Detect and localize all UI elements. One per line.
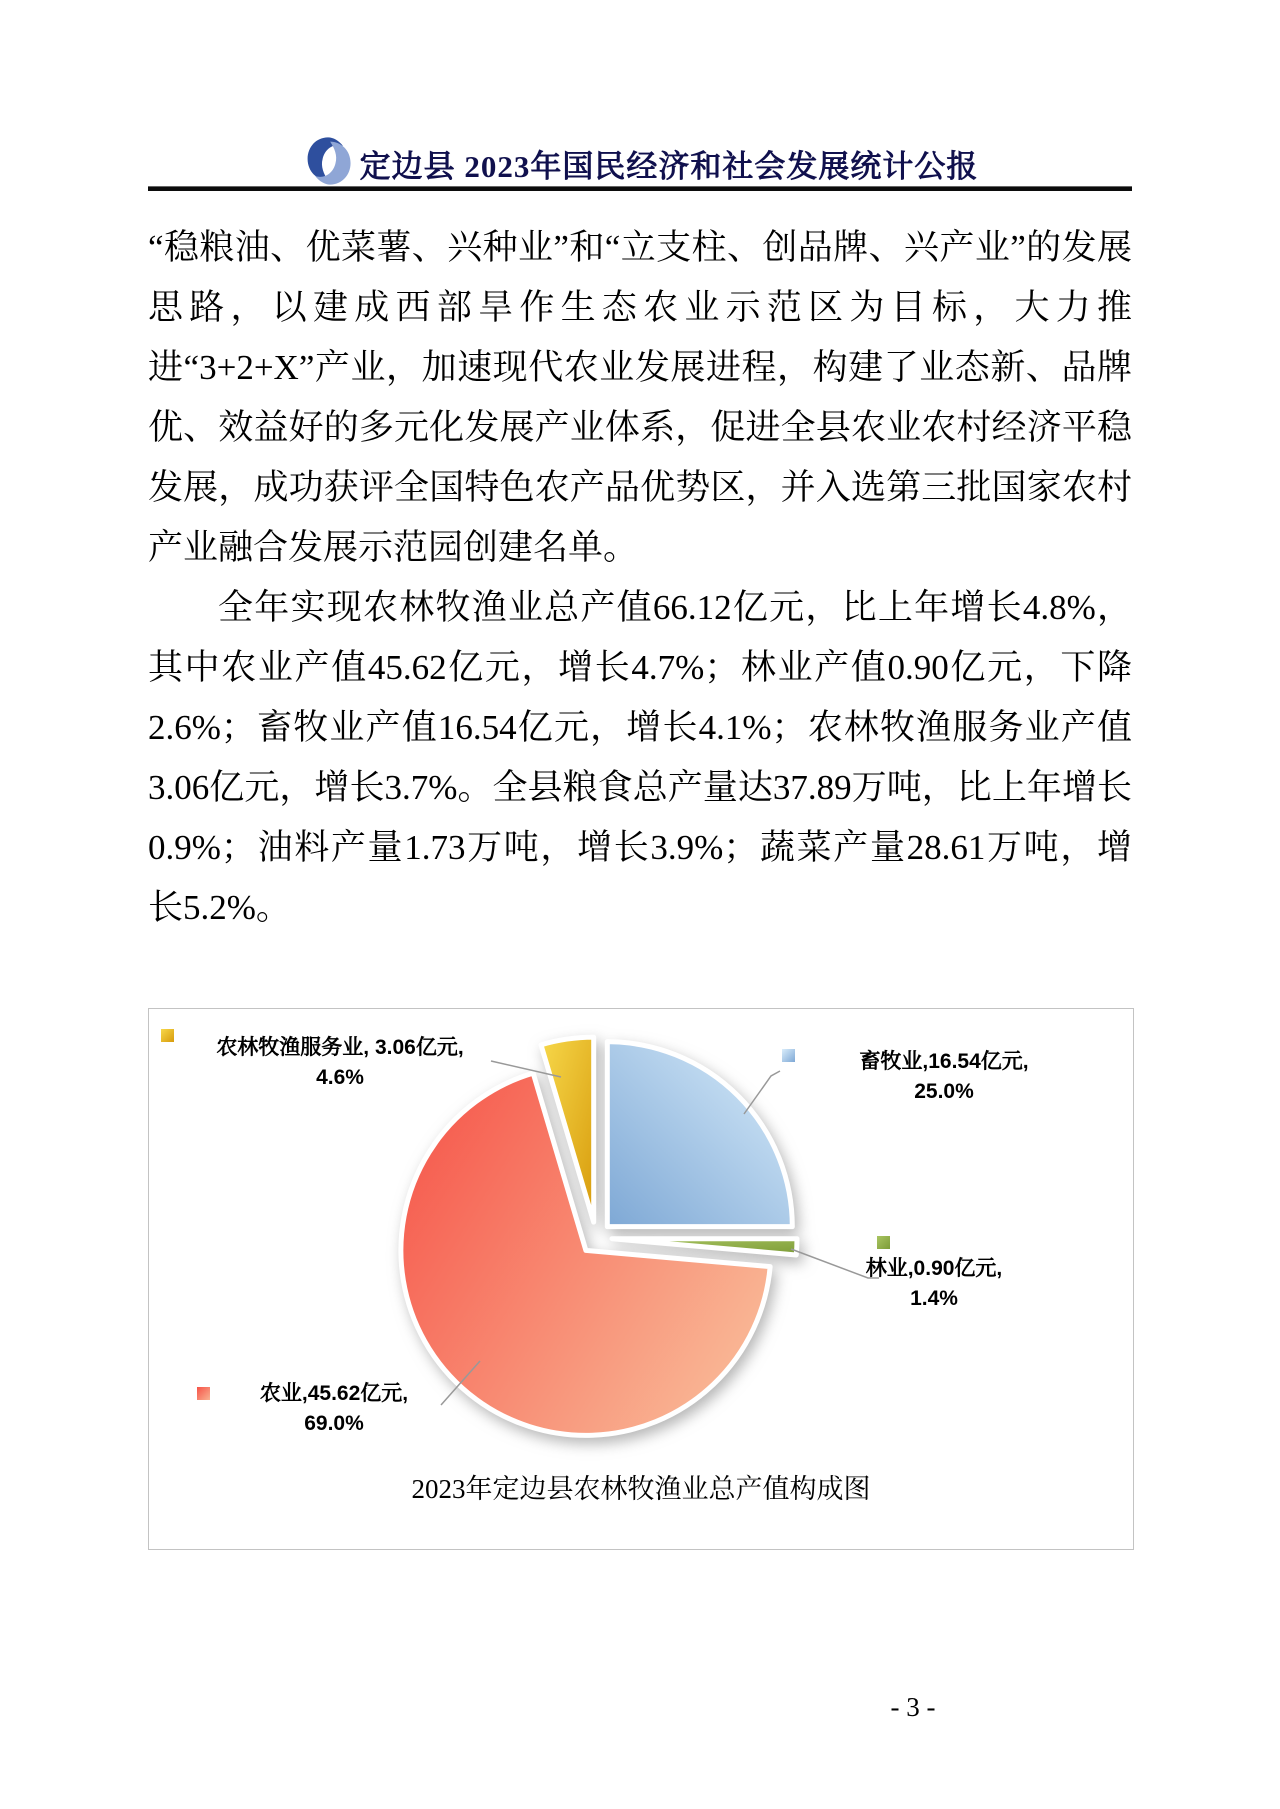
legend-marker-services-icon (161, 1029, 174, 1042)
callout-services-line2: 4.6% (316, 1066, 364, 1089)
leader-line-livestock (744, 1071, 780, 1114)
callout-livestock (809, 1047, 1079, 1107)
callout-agriculture-line1: 农业,45.62亿元, (259, 1382, 409, 1405)
callout-forestry-line2: 1.4% (910, 1287, 958, 1310)
page-number: - 3 - (890, 1692, 936, 1722)
pie-slices-group (401, 1037, 797, 1435)
body-text (148, 218, 1132, 938)
callout-agriculture-line2: 69.0% (304, 1412, 364, 1435)
legend-marker-forestry-icon (877, 1236, 890, 1249)
chart-title: 2023年定边县农林牧渔业总产值构成图 (411, 1474, 871, 1504)
callout-forestry (799, 1254, 1069, 1314)
page-header (148, 118, 1132, 186)
callout-livestock-line2: 25.0% (914, 1080, 974, 1103)
callout-services-line1: 农林牧渔服务业, 3.06亿元, (216, 1036, 464, 1059)
swirl-logo-icon (302, 132, 354, 190)
callout-agriculture (199, 1379, 469, 1439)
callout-forestry-line1: 林业,0.90亿元, (865, 1257, 1003, 1280)
pie-slice-forestry (612, 1239, 797, 1255)
callout-services (207, 1033, 473, 1093)
pie-chart-figure (148, 1008, 1134, 1550)
legend-marker-livestock-icon (782, 1049, 795, 1062)
paragraph-output-statistics: 全年实现农林牧渔业总产值66.12亿元，比上年增长4.8%，其中农业产值45.62亿元，增长4.7%；林业产值0.90亿元，下降2.6%；畜牧业产值16.54亿元，增长4.1%；农林牧渔服务业产值3.06亿元，增长3.7%。全县粮食总产量达37.89万吨，比上年增长0.9%；油料产量1.73万吨，增长3.9%；蔬菜产量28.61万吨，增长5.2%。 (148, 588, 1132, 927)
header-rule (148, 186, 1132, 191)
pie-slice-livestock (607, 1042, 792, 1227)
paragraph-development-strategy: “稳粮油、优菜薯、兴种业”和“立支柱、创品牌、兴产业”的发展思路，以建成西部旱作生态农业示范区为目标，大力推进“3+2+X”产业，加速现代农业发展进程，构建了业态新、品牌优、效益好的多元化发展产业体系，促进全县农业农村经济平稳发展，成功获评全国特色农产品优势区，并入选第三批国家农村产业融合发展示范园创建名单。 (148, 228, 1132, 567)
header-title: 定边县 2023年国民经济和社会发展统计公报 (359, 149, 979, 184)
callout-livestock-line1: 畜牧业,16.54亿元, (859, 1050, 1029, 1073)
